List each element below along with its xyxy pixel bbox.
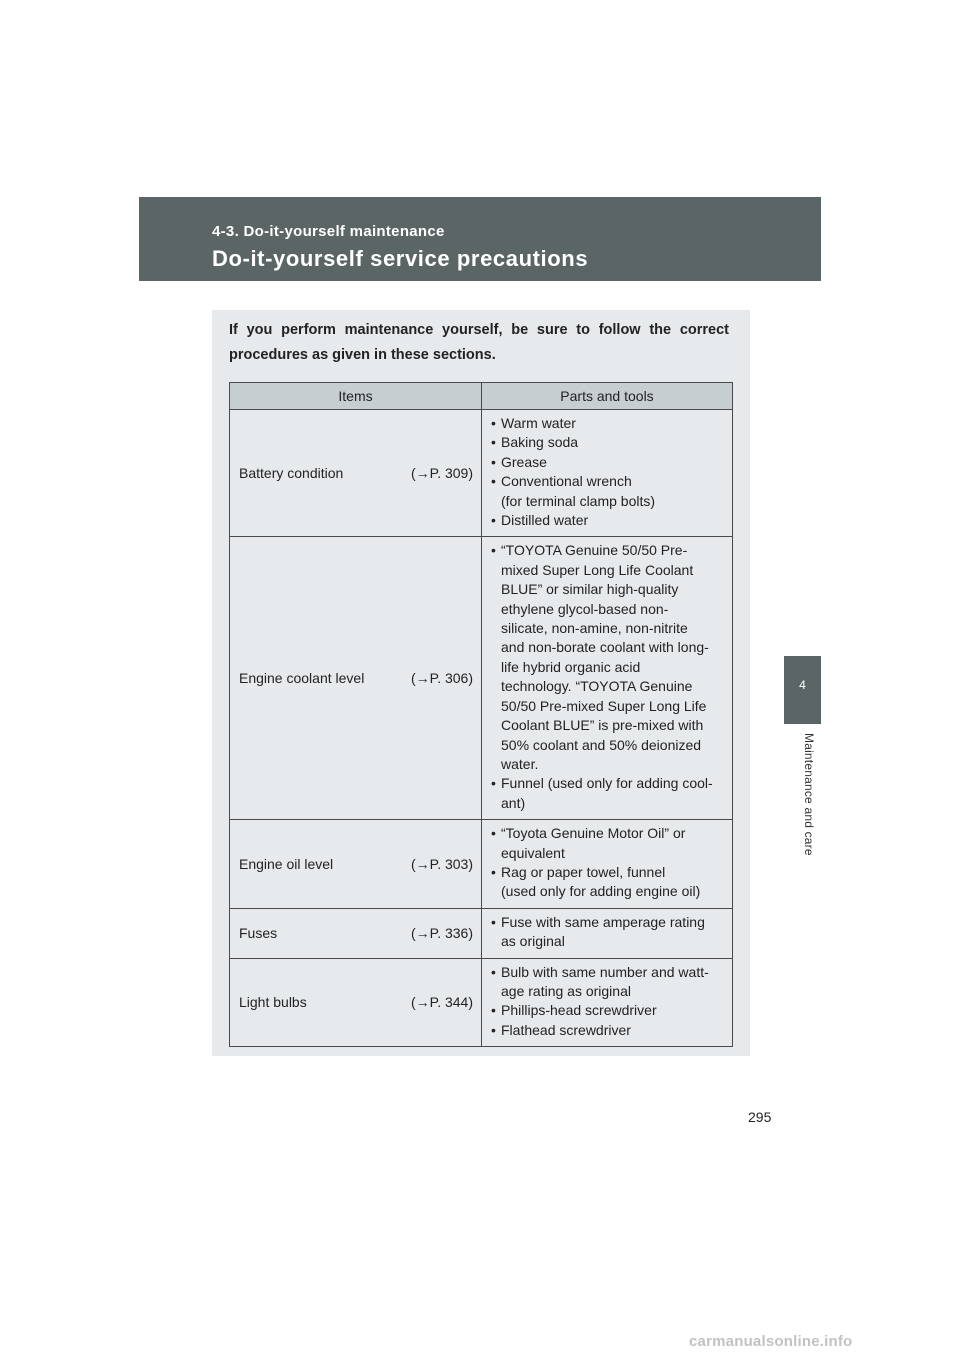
table-row <box>230 537 733 820</box>
table-row <box>230 908 733 958</box>
item-label: Engine coolant level <box>239 670 365 687</box>
chapter-label: Maintenance and care <box>802 733 816 856</box>
watermark: carmanualsonline.info <box>689 1333 853 1350</box>
intro-text: If you perform maintenance yourself, be sure to follow the correct procedures as given in these sections. <box>229 322 729 363</box>
item-label: Light bulbs <box>239 994 307 1011</box>
list-item: • Warm water <box>491 415 576 431</box>
tools-cell <box>482 958 733 1047</box>
page-reference: (→P. 336) <box>411 925 473 942</box>
item-cell <box>230 908 482 958</box>
tools-cell <box>482 820 733 909</box>
tools-list <box>491 963 728 1041</box>
page-number: 295 <box>748 1109 772 1125</box>
list-item: • “Toyota Genuine Motor Oil” or equivalent <box>491 825 686 861</box>
tools-list <box>491 414 728 530</box>
chapter-tab <box>784 656 821 724</box>
list-item: • Fuse with same amperage rating as original <box>491 913 705 950</box>
item-cell <box>230 958 482 1047</box>
chapter-header <box>139 197 821 281</box>
list-item: • Rag or paper towel, funnel (used only for adding engine oil) <box>491 863 701 900</box>
table-row <box>230 820 733 909</box>
maintenance-table <box>229 382 733 1047</box>
list-item: • Flathead screwdriver <box>491 1021 631 1038</box>
list-item: • Distilled water <box>491 512 589 529</box>
tools-list <box>491 913 728 952</box>
list-item: • Phillips-head screwdriver <box>491 1002 657 1019</box>
table-row <box>230 958 733 1047</box>
tools-cell <box>482 908 733 958</box>
list-item: • Baking soda <box>491 434 579 451</box>
list-item: • Bulb with same number and watt- age rating as original <box>491 963 709 999</box>
page-reference: (→P. 306) <box>411 670 473 687</box>
tools-cell <box>482 537 733 820</box>
page-reference: (→P. 344) <box>411 994 473 1011</box>
page-title: Do-it-yourself service precautions <box>212 246 589 271</box>
section-heading: 4-3. Do-it-yourself maintenance <box>212 223 445 240</box>
table-row <box>230 410 733 537</box>
item-label: Fuses <box>239 925 278 942</box>
tools-cell <box>482 410 733 537</box>
item-cell <box>230 537 482 820</box>
column-header-parts: Parts and tools <box>482 383 733 410</box>
item-label: Battery condition <box>239 465 344 482</box>
item-cell <box>230 410 482 537</box>
list-item: • Funnel (used only for adding cool- ant) <box>491 775 713 811</box>
table-header-row <box>230 383 733 410</box>
item-label: Engine oil level <box>239 855 334 872</box>
chapter-number: 4 <box>799 678 806 692</box>
item-cell <box>230 820 482 909</box>
column-header-items: Items <box>230 383 482 410</box>
list-item: • Grease <box>491 453 547 470</box>
tools-list <box>491 541 728 813</box>
list-item: • “TOYOTA Genuine 50/50 Pre- mixed Super Long Life Coolant BLUE” or similar high-quality ethylene glycol-based non- silicate, non-amine, non-nitrite and non-borate coolant with long- life hybrid organic acid technology. “TOYOTA Genuine 50/50 Pre-mixed Super Long Life Coolant BLUE” is pre-mixed with 50% coolant and 50% deionized water. <box>491 542 709 772</box>
list-item: • Conventional wrench (for terminal clamp bolts) <box>491 473 656 509</box>
tools-list <box>491 824 728 902</box>
page-reference: (→P. 303) <box>411 855 473 872</box>
page-reference: (→P. 309) <box>411 465 473 482</box>
content-panel <box>212 310 750 1056</box>
